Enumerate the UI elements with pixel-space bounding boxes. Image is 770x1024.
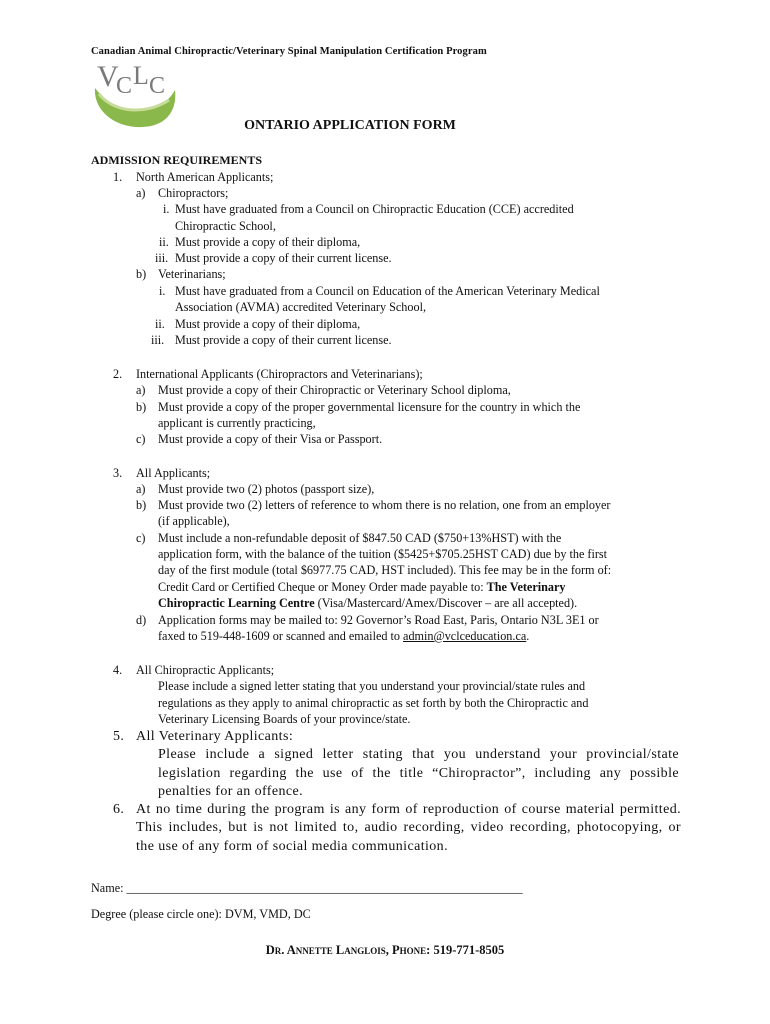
item-letter: b) <box>136 267 147 281</box>
item-roman: ii. <box>155 317 165 331</box>
item-text: This includes, but is not limited to, audio recording, video recording, photocopying, or <box>136 820 681 835</box>
name-line[interactable]: _________________________________________________________________ <box>126 881 523 895</box>
item-text: (if applicable), <box>158 514 230 528</box>
item-text: Chiropractic School, <box>175 219 276 233</box>
item-number: 1. <box>113 170 123 184</box>
svg-text:C: C <box>149 73 166 99</box>
item-text: Please include a signed letter stating that you understand your provincial/state rules and <box>158 679 586 693</box>
item-roman: ii. <box>159 235 169 249</box>
item-text: At no time during the program is any form of reproduction of course material permitted. <box>136 802 681 817</box>
svg-text:L: L <box>133 61 149 90</box>
item-text <box>158 579 566 595</box>
item-text: the use of any form of social media communication. <box>136 839 448 854</box>
item-number: 4. <box>113 663 123 677</box>
fax-text: faxed to 519-448-1609 or scanned and emailed to <box>158 629 404 643</box>
item-letter: a) <box>136 383 146 397</box>
item-text: day of the first module (total $6977.75 CAD, HST included). This fee may be in the form of: <box>158 563 612 577</box>
item-text <box>158 628 529 644</box>
item-text: Must provide two (2) photos (passport size), <box>158 482 375 496</box>
item-text: All Applicants; <box>136 466 211 480</box>
item-text: Application forms may be mailed to: 92 Governor’s Road East, Paris, Ontario N3L 3E1 or <box>158 613 599 627</box>
item-text: International Applicants (Chiropractors and Veterinarians); <box>136 367 423 381</box>
item-text: Must include a non-refundable deposit of $847.50 CAD ($750+13%HST) with the <box>158 531 562 545</box>
item-text: Must provide a copy of the proper governmental licensure for the country in which the <box>158 400 581 414</box>
item-text: Must provide a copy of their current license. <box>175 333 392 347</box>
svg-text:V: V <box>97 60 119 93</box>
item-text: applicant is currently practicing, <box>158 416 316 430</box>
item-text: All Veterinary Applicants: <box>136 729 294 744</box>
item-letter: b) <box>136 498 147 512</box>
payee-name: The Veterinary <box>486 580 566 594</box>
item-roman: iii. <box>151 333 165 347</box>
item-text <box>158 595 577 611</box>
item-text: Veterinary Licensing Boards of your province/state. <box>158 712 411 726</box>
item-text: legislation regarding the use of the title “Chiropractor”, including any possible <box>158 766 679 781</box>
payment-methods: (Visa/Mastercard/Amex/Discover – are all accepted). <box>314 596 578 610</box>
item-text: Must provide a copy of their diploma, <box>175 235 361 249</box>
item-text: Must provide two (2) letters of reference to whom there is no relation, one from an employer <box>158 498 611 512</box>
item-text: All Chiropractic Applicants; <box>136 663 275 677</box>
item-text: Must provide a copy of their current license. <box>175 251 392 265</box>
item-text: Must provide a copy of their Chiropractic or Veterinary School diploma, <box>158 383 511 397</box>
email-link[interactable]: admin@vclceducation.ca <box>403 629 527 643</box>
contact-footer <box>0 943 770 958</box>
item-text: Must have graduated from a Council on Chiropractic Education (CCE) accredited <box>175 202 574 216</box>
contact-name: Dr. Annette Langlois, <box>265 943 389 957</box>
item-number: 5. <box>113 729 125 744</box>
item-letter: c) <box>136 432 146 446</box>
item-text: application form, with the balance of the tuition ($5425+$705.25HST CAD) due by the first <box>158 547 608 561</box>
name-label: Name: <box>91 881 127 895</box>
item-roman: i. <box>159 284 166 298</box>
item-number: 3. <box>113 466 123 480</box>
period: . <box>526 629 530 643</box>
item-letter: a) <box>136 186 146 200</box>
item-number: 2. <box>113 367 123 381</box>
phone-label: Phone: <box>392 943 431 957</box>
item-text: Must provide a copy of their diploma, <box>175 317 361 331</box>
phone-number: 519-771-8505 <box>433 943 505 957</box>
item-text: Please include a signed letter stating that you understand your provincial/state <box>158 747 679 762</box>
program-header: Canadian Animal Chiropractic/Veterinary Spinal Manipulation Certification Program <box>91 46 487 57</box>
name-field[interactable] <box>91 880 523 896</box>
payment-text: Credit Card or Certified Cheque or Money Order made payable to: <box>158 580 487 594</box>
item-text: penalties for an offence. <box>158 784 304 799</box>
item-text: Veterinarians; <box>158 267 226 281</box>
item-text: Must provide a copy of their Visa or Passport. <box>158 432 383 446</box>
degree-field: Degree (please circle one): DVM, VMD, DC <box>91 907 311 921</box>
payee-name: Chiropractic Learning Centre <box>158 596 315 610</box>
item-number: 6. <box>113 802 125 817</box>
item-letter: a) <box>136 482 146 496</box>
item-text: Association (AVMA) accredited Veterinary School, <box>175 300 427 314</box>
form-title: ONTARIO APPLICATION FORM <box>244 118 456 133</box>
item-text: North American Applicants; <box>136 170 274 184</box>
svg-text:C: C <box>116 73 133 99</box>
section-heading: ADMISSION REQUIREMENTS <box>91 153 263 167</box>
item-text: Must have graduated from a Council on Education of the American Veterinary Medical <box>175 284 600 298</box>
item-letter: b) <box>136 400 147 414</box>
item-letter: c) <box>136 531 146 545</box>
item-letter: d) <box>136 613 147 627</box>
item-roman: i. <box>163 202 170 216</box>
item-text: regulations as they apply to animal chiropractic as set forth by both the Chiropractic and <box>158 696 589 710</box>
item-roman: iii. <box>155 251 169 265</box>
item-text: Chiropractors; <box>158 186 229 200</box>
